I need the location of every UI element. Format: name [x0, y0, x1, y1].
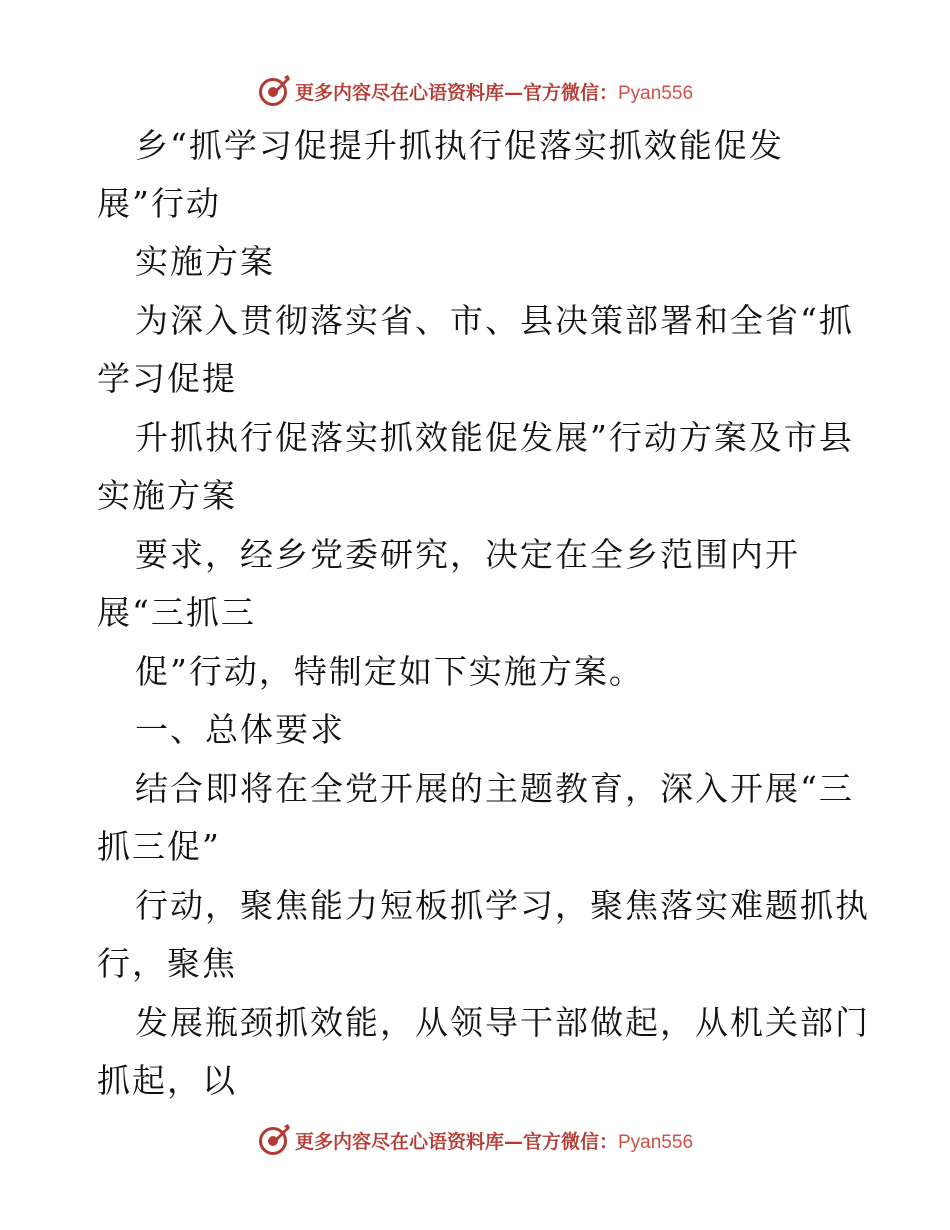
doc-line: 抓起，以	[97, 1061, 237, 1100]
doc-line: 实施方案	[97, 476, 237, 515]
footer-wechat-id: Pyan556	[618, 1131, 694, 1153]
doc-line: 展”行动	[97, 184, 221, 223]
doc-line: 要求，经乡党委研究，决定在全乡范围内开	[135, 535, 800, 574]
doc-line: 升抓执行促落实抓效能促发展”行动方案及市县	[135, 418, 854, 457]
doc-line: 行，聚焦	[97, 944, 237, 983]
footer-banner-text: 更多内容尽在心语资料库—官方微信：Pyan556	[294, 1130, 694, 1153]
doc-line: 发展瓶颈抓效能，从领导干部做起，从机关部门	[135, 1003, 870, 1042]
doc-line: 乡“抓学习促提升抓执行促落实抓效能促发	[135, 126, 784, 165]
doc-line: 结合即将在全党开展的主题教育，深入开展“三	[135, 769, 854, 808]
doc-line: 学习促提	[97, 359, 237, 398]
doc-line: 行动，聚焦能力短板抓学习，聚焦落实难题抓执	[135, 886, 870, 925]
doc-line: 为深入贯彻落实省、市、县决策部署和全省“抓	[135, 301, 854, 340]
header-banner-text: 更多内容尽在心语资料库—官方微信：Pyan556	[294, 81, 694, 104]
doc-line: 一、总体要求	[135, 710, 345, 749]
header-wechat-id: Pyan556	[618, 82, 694, 104]
doc-line: 展“三抓三	[97, 593, 256, 632]
footer-banner	[0, 1120, 950, 1160]
doc-line: 实施方案	[135, 242, 275, 281]
doc-line: 促”行动，特制定如下实施方案。	[135, 652, 644, 691]
doc-line: 抓三促”	[97, 827, 221, 866]
pen-logo-icon	[257, 1123, 291, 1157]
